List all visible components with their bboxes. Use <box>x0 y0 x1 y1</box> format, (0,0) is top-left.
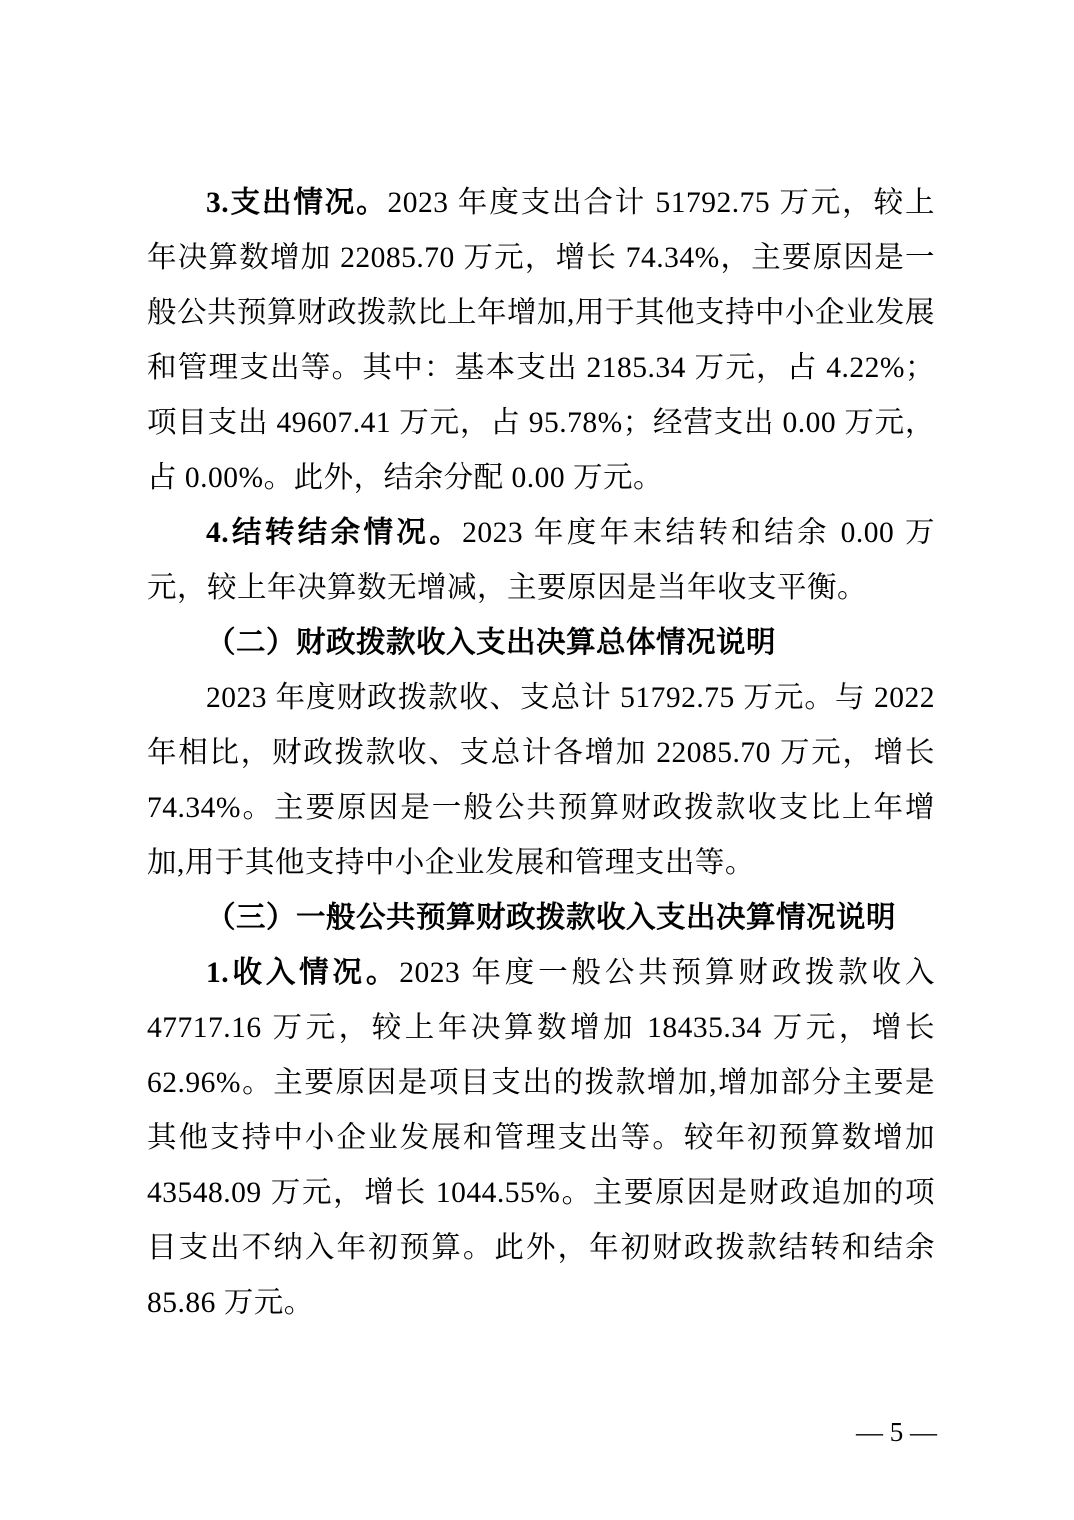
section-heading-text: （二）财政拨款收入支出决算总体情况说明 <box>206 627 777 659</box>
paragraph-income-summary <box>147 946 935 1331</box>
page-number: — 5 — <box>856 1417 937 1447</box>
paragraph-lead-income: 1.收入情况。 <box>206 957 400 989</box>
document-body <box>147 176 935 1331</box>
paragraph-text-expenditure: 2023 年度支出合计 51792.75 万元，较上年决算数增加 22085.70 万元，增长 74.34%，主要原因是一般公共预算财政拨款比上年增加,用于其他支持中小企业发展和管理支出等。其中：基本支出 2185.34 万元，占 4.22%；项目支出 49607.41 万元，占 95.78%；经营支出 0.00 万元，占 0.00%。此外，结余分配 0.00 万元。 <box>147 187 935 494</box>
paragraph-expenditure-summary <box>147 176 935 506</box>
section-heading-fiscal-appropriation-overall <box>147 616 935 671</box>
paragraph-text-carryover: 2023 年度年末结转和结余 0.00 万元，较上年决算数无增减，主要原因是当年收支平衡。 <box>147 517 935 604</box>
paragraph-text-fiscal-total: 2023 年度财政拨款收、支总计 51792.75 万元。与 2022 年相比，财政拨款收、支总计各增加 22085.70 万元，增长 74.34%。主要原因是一般公共预算财政拨款收支比上年增加,用于其他支持中小企业发展和管理支出等。 <box>147 682 935 879</box>
section-heading-text: （三）一般公共预算财政拨款收入支出决算情况说明 <box>206 902 897 934</box>
paragraph-fiscal-appropriation-total <box>147 671 935 891</box>
page-footer <box>856 1416 937 1448</box>
paragraph-text-income: 2023 年度一般公共预算财政拨款收入 47717.16 万元，较上年决算数增加 18435.34 万元，增长 62.96%。主要原因是项目支出的拨款增加,增加部分主要是其他支持中小企业发展和管理支出等。较年初预算数增加 43548.09 万元，增长 1044.55%。主要原因是财政追加的项目支出不纳入年初预算。此外，年初财政拨款结转和结余 85.86 万元。 <box>147 957 935 1319</box>
section-heading-general-public-budget <box>147 891 935 946</box>
paragraph-lead-expenditure: 3.支出情况。 <box>206 187 388 219</box>
paragraph-lead-carryover: 4.结转结余情况。 <box>206 517 463 549</box>
paragraph-carryover-summary <box>147 506 935 616</box>
